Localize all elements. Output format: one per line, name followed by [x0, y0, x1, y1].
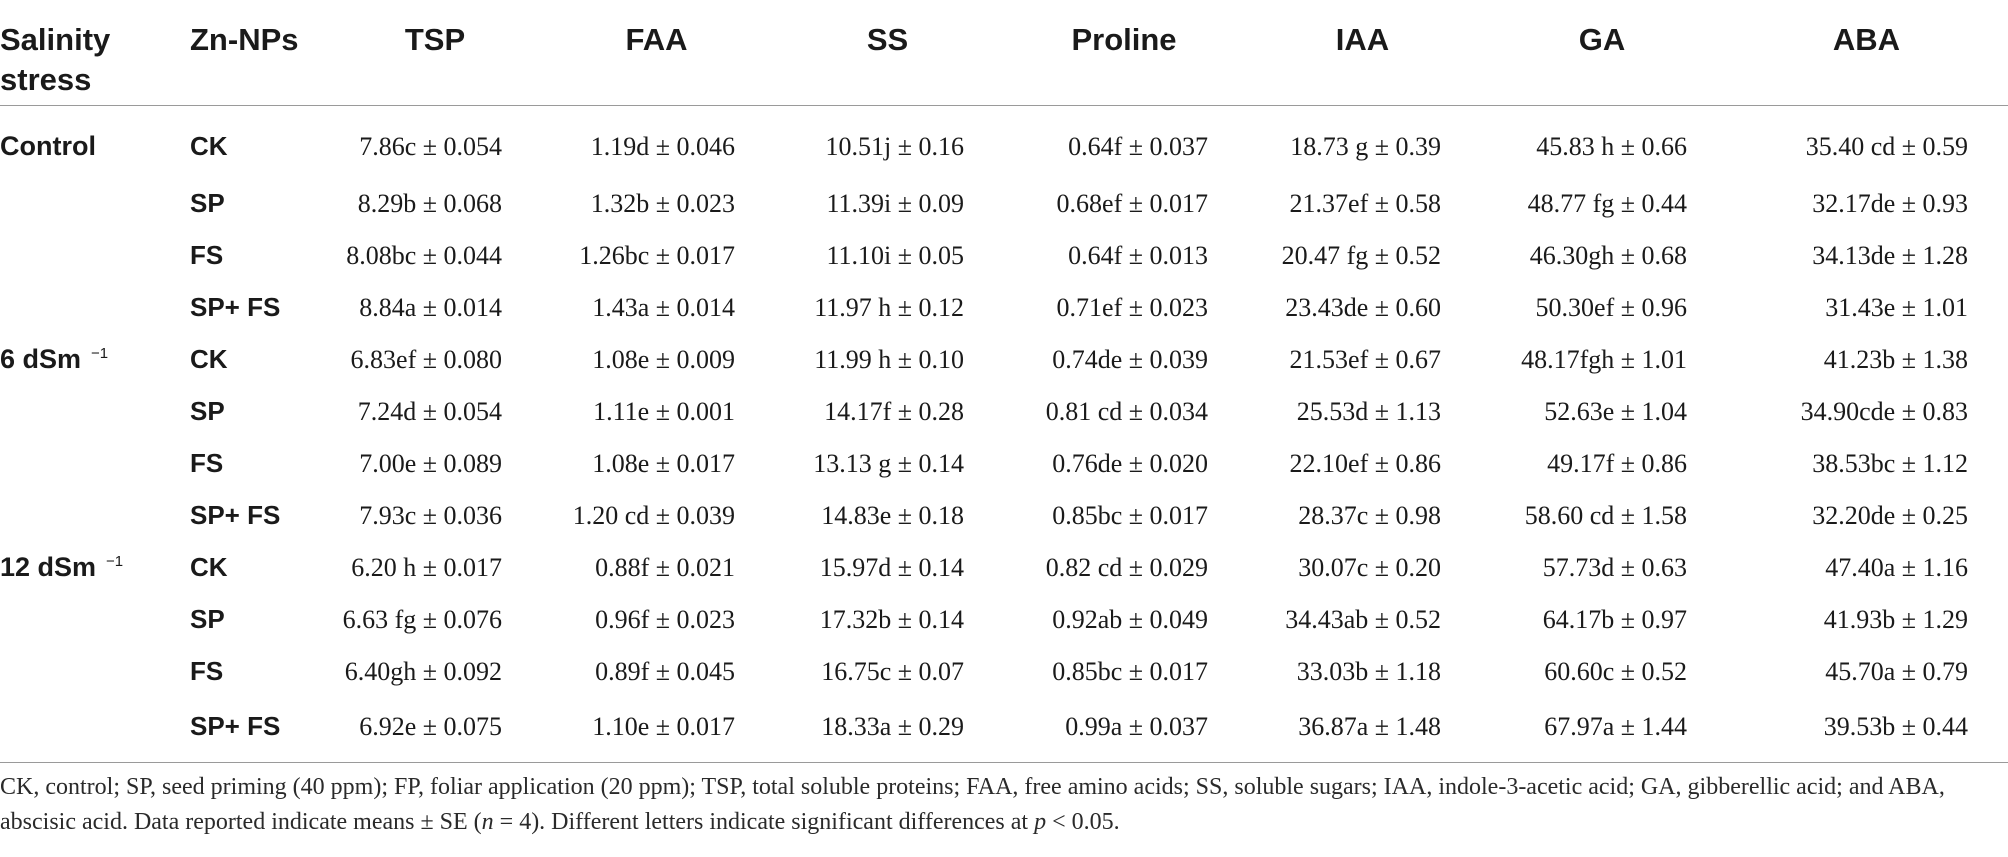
salinity-unit-exponent: −1: [91, 345, 109, 362]
salinity-label: Control: [0, 131, 96, 161]
value-cell-proline: 0.99a ± 0.037: [1002, 698, 1246, 763]
zn-treatment-cell: SP: [190, 604, 225, 634]
value-cell-tsp: 8.84a ± 0.014: [359, 292, 502, 322]
value-cell-proline: 0.82 cd ± 0.029: [1045, 552, 1208, 582]
value-cell-proline: 0.81 cd ± 0.034: [1045, 396, 1208, 426]
value-cell-tsp: 6.92e ± 0.075: [330, 698, 540, 763]
value-cell-proline: 0.85bc ± 0.017: [1052, 500, 1208, 530]
table-row: [0, 542, 2008, 594]
value-cell-faa: 0.89f ± 0.045: [595, 656, 735, 686]
value-cell-iaa: 25.53d ± 1.13: [1296, 396, 1441, 426]
value-cell-aba: 31.43e ± 1.01: [1825, 292, 1968, 322]
value-cell-iaa: 23.43de ± 0.60: [1285, 292, 1441, 322]
salinity-cell: [0, 542, 190, 594]
salinity-cell: [0, 282, 190, 334]
value-cell-ss: 14.83e ± 0.18: [821, 500, 964, 530]
table-row: [0, 105, 2008, 178]
value-cell-aba: 32.20de ± 0.25: [1812, 500, 1968, 530]
value-cell-ga: 50.30ef ± 0.96: [1535, 292, 1687, 322]
value-cell-faa: 1.10e ± 0.017: [540, 698, 773, 763]
value-cell-faa: 1.08e ± 0.009: [592, 344, 735, 374]
table-row: [0, 698, 2008, 763]
value-cell-tsp: 6.83ef ± 0.080: [350, 344, 502, 374]
value-cell-ss: 10.51j ± 0.16: [825, 131, 964, 161]
salinity-cell: [0, 334, 190, 386]
zn-treatment-cell: SP+ FS: [190, 500, 281, 530]
table-row: [0, 230, 2008, 282]
value-cell-faa: 1.26bc ± 0.017: [579, 240, 735, 270]
value-cell-aba: 34.13de ± 1.28: [1812, 240, 1968, 270]
value-cell-ga: 45.83 h ± 0.66: [1536, 131, 1687, 161]
value-cell-tsp: 6.63 fg ± 0.076: [342, 604, 502, 634]
value-cell-ga: 52.63e ± 1.04: [1544, 396, 1687, 426]
value-cell-proline: 0.64f ± 0.013: [1068, 240, 1208, 270]
value-cell-ss: 11.39i ± 0.09: [826, 188, 964, 218]
value-cell-ss: 17.32b ± 0.14: [819, 604, 964, 634]
value-cell-iaa: 36.87a ± 1.48: [1246, 698, 1479, 763]
value-cell-tsp: 7.24d ± 0.054: [357, 396, 502, 426]
value-cell-proline: 0.92ab ± 0.049: [1052, 604, 1208, 634]
value-cell-tsp: 7.93c ± 0.036: [359, 500, 502, 530]
value-cell-proline: 0.76de ± 0.020: [1052, 448, 1208, 478]
value-cell-aba: 41.93b ± 1.29: [1823, 604, 1968, 634]
footnote-text-2: = 4). Different letters indicate significant differences at: [493, 809, 1035, 835]
zn-treatment-cell: FS: [190, 240, 224, 270]
header-salinity-stress: [0, 0, 190, 105]
header-salinity-line1: Salinity: [0, 22, 111, 57]
table-row: [0, 282, 2008, 334]
value-cell-proline: 0.68ef ± 0.017: [1056, 188, 1208, 218]
salinity-unit-exponent: −1: [106, 553, 124, 570]
header-row: [0, 0, 2008, 105]
zn-treatment-cell: CK: [190, 131, 228, 161]
salinity-cell: [0, 698, 190, 763]
value-cell-ss: 18.33a ± 0.29: [773, 698, 1002, 763]
header-aba: ABA: [1725, 0, 2008, 105]
value-cell-iaa: 21.53ef ± 0.67: [1289, 344, 1441, 374]
value-cell-ga: 58.60 cd ± 1.58: [1524, 500, 1687, 530]
value-cell-tsp: 8.29b ± 0.068: [357, 188, 502, 218]
value-cell-tsp: 7.86c ± 0.054: [359, 131, 502, 161]
header-tsp: TSP: [330, 0, 540, 105]
header-proline: Proline: [1002, 0, 1246, 105]
value-cell-iaa: 20.47 fg ± 0.52: [1281, 240, 1441, 270]
header-iaa: IAA: [1246, 0, 1479, 105]
salinity-label: 12 dSm: [0, 552, 97, 582]
zn-treatment-cell: SP: [190, 188, 225, 218]
value-cell-ga: 64.17b ± 0.97: [1542, 604, 1687, 634]
zn-treatment-cell: SP+ FS: [190, 698, 330, 763]
value-cell-faa: 1.32b ± 0.023: [590, 188, 735, 218]
value-cell-tsp: 7.00e ± 0.089: [359, 448, 502, 478]
value-cell-faa: 1.43a ± 0.014: [592, 292, 735, 322]
table-row: [0, 646, 2008, 698]
table-row: [0, 386, 2008, 438]
salinity-cell: [0, 230, 190, 282]
value-cell-faa: 0.88f ± 0.021: [595, 552, 735, 582]
value-cell-ga: 48.77 fg ± 0.44: [1527, 188, 1687, 218]
footnote-p-symbol: p: [1034, 809, 1047, 835]
value-cell-ss: 15.97d ± 0.14: [819, 552, 964, 582]
header-faa: FAA: [540, 0, 773, 105]
value-cell-ga: 46.30gh ± 0.68: [1529, 240, 1687, 270]
value-cell-iaa: 34.43ab ± 0.52: [1285, 604, 1441, 634]
value-cell-iaa: 33.03b ± 1.18: [1296, 656, 1441, 686]
table-header: [0, 0, 2008, 105]
value-cell-ga: 57.73d ± 0.63: [1542, 552, 1687, 582]
value-cell-faa: 1.08e ± 0.017: [592, 448, 735, 478]
table-row: [0, 490, 2008, 542]
value-cell-ss: 11.99 h ± 0.10: [814, 344, 964, 374]
salinity-cell: [0, 594, 190, 646]
value-cell-aba: 45.70a ± 0.79: [1825, 656, 1968, 686]
value-cell-iaa: 28.37c ± 0.98: [1298, 500, 1441, 530]
value-cell-ga: 67.97a ± 1.44: [1479, 698, 1725, 763]
salinity-cell: [0, 490, 190, 542]
value-cell-faa: 1.19d ± 0.046: [590, 131, 735, 161]
value-cell-proline: 0.71ef ± 0.023: [1056, 292, 1208, 322]
value-cell-aba: 47.40a ± 1.16: [1825, 552, 1968, 582]
zn-treatment-cell: SP+ FS: [190, 292, 281, 322]
value-cell-ss: 14.17f ± 0.28: [824, 396, 964, 426]
value-cell-ss: 11.97 h ± 0.12: [814, 292, 964, 322]
value-cell-tsp: 6.20 h ± 0.017: [351, 552, 502, 582]
header-ga: GA: [1479, 0, 1725, 105]
table-footnote: [0, 770, 1975, 840]
footnote-n-symbol: n: [481, 809, 494, 835]
value-cell-iaa: 21.37ef ± 0.58: [1289, 188, 1441, 218]
table-row: [0, 594, 2008, 646]
table-row: [0, 438, 2008, 490]
zn-treatment-cell: CK: [190, 552, 228, 582]
salinity-cell: [0, 438, 190, 490]
value-cell-tsp: 8.08bc ± 0.044: [346, 240, 502, 270]
value-cell-ss: 11.10i ± 0.05: [826, 240, 964, 270]
value-cell-aba: 32.17de ± 0.93: [1812, 188, 1968, 218]
value-cell-faa: 0.96f ± 0.023: [595, 604, 735, 634]
header-ss: SS: [773, 0, 1002, 105]
value-cell-proline: 0.85bc ± 0.017: [1052, 656, 1208, 686]
footnote-text-1: CK, control; SP, seed priming (40 ppm); FP, foliar application (20 ppm); TSP, total soluble proteins; FAA, free amino acids; SS, soluble sugars; IAA, indole-3-acetic acid; GA, gibberellic acid; and ABA, abscisic acid. Data reported indicate means ± SE (: [0, 774, 1945, 835]
value-cell-ss: 16.75c ± 0.07: [821, 656, 964, 686]
zn-treatment-cell: CK: [190, 344, 228, 374]
table-row: [0, 334, 2008, 386]
value-cell-aba: 38.53bc ± 1.12: [1812, 448, 1968, 478]
value-cell-aba: 34.90cde ± 0.83: [1800, 396, 1968, 426]
value-cell-aba: 39.53b ± 0.44: [1725, 698, 2008, 763]
value-cell-proline: 0.74de ± 0.039: [1052, 344, 1208, 374]
salinity-cell: [0, 646, 190, 698]
value-cell-iaa: 30.07c ± 0.20: [1298, 552, 1441, 582]
zn-treatment-cell: FS: [190, 448, 224, 478]
value-cell-ga: 60.60c ± 0.52: [1544, 656, 1687, 686]
value-cell-faa: 1.11e ± 0.001: [593, 396, 735, 426]
value-cell-aba: 35.40 cd ± 0.59: [1805, 131, 1968, 161]
salinity-cell: [0, 178, 190, 230]
value-cell-iaa: 18.73 g ± 0.39: [1290, 131, 1441, 161]
header-salinity-line2: stress: [0, 62, 92, 97]
table-body: [0, 105, 2008, 762]
salinity-label: 6 dSm: [0, 344, 82, 374]
value-cell-iaa: 22.10ef ± 0.86: [1289, 448, 1441, 478]
salinity-cell: [0, 105, 190, 178]
footnote-text-3: < 0.05.: [1046, 809, 1120, 835]
value-cell-tsp: 6.40gh ± 0.092: [344, 656, 502, 686]
value-cell-faa: 1.20 cd ± 0.039: [572, 500, 735, 530]
value-cell-ga: 49.17f ± 0.86: [1547, 448, 1687, 478]
value-cell-proline: 0.64f ± 0.037: [1068, 131, 1208, 161]
header-zn-nps: Zn-NPs: [190, 0, 330, 105]
salinity-cell: [0, 386, 190, 438]
value-cell-aba: 41.23b ± 1.38: [1823, 344, 1968, 374]
value-cell-ss: 13.13 g ± 0.14: [813, 448, 964, 478]
zn-treatment-cell: FS: [190, 656, 224, 686]
value-cell-ga: 48.17fgh ± 1.01: [1521, 344, 1687, 374]
zn-treatment-cell: SP: [190, 396, 225, 426]
table-row: [0, 178, 2008, 230]
